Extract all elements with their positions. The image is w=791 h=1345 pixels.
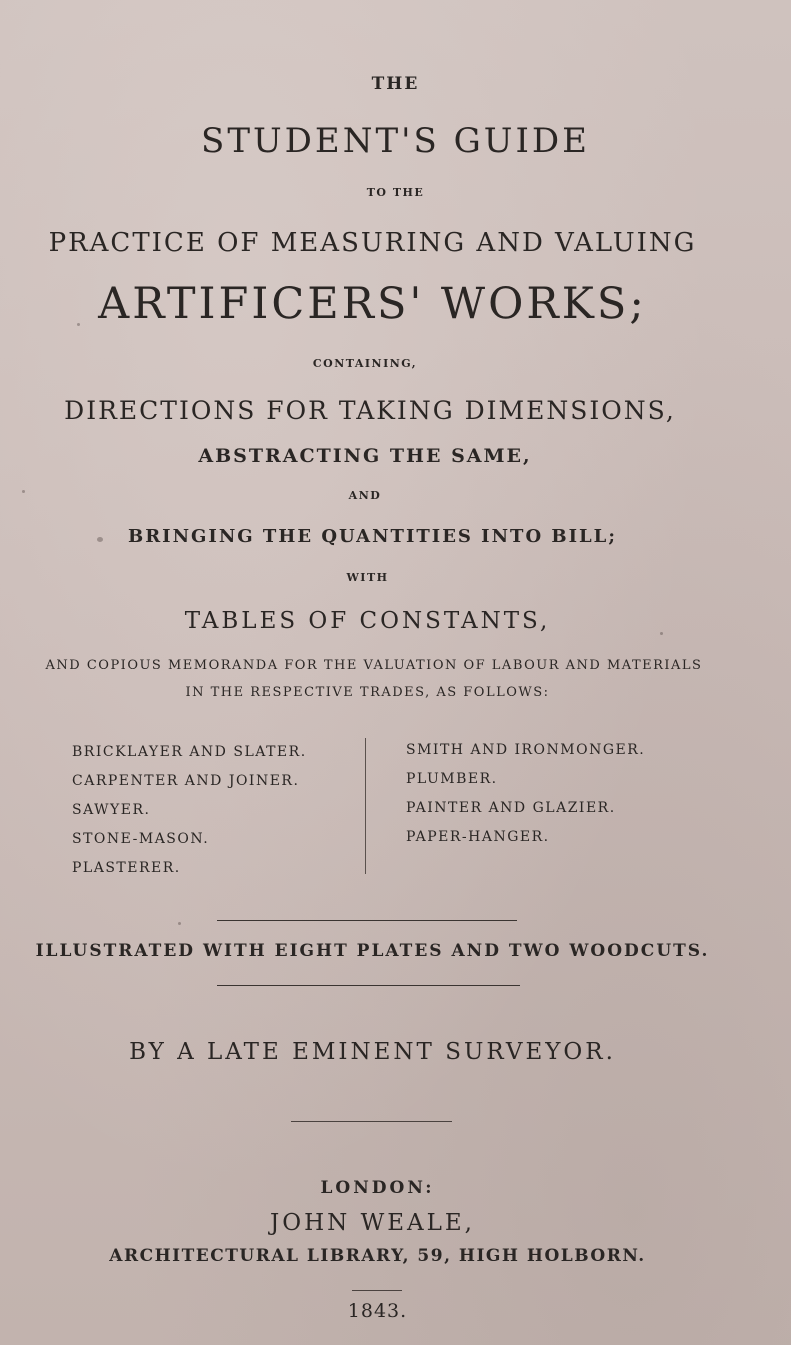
illustration-note: ILLUSTRATED WITH EIGHT PLATES AND TWO WOODCUTS. bbox=[35, 941, 710, 961]
trade-item: SAWYER. bbox=[72, 802, 151, 818]
trade-item: PAPER-HANGER. bbox=[406, 829, 550, 845]
contents-abstracting: ABSTRACTING THE SAME, bbox=[198, 445, 532, 467]
trade-item: PLASTERER. bbox=[72, 860, 181, 876]
imprint-address: ARCHITECTURAL LIBRARY, 59, HIGH HOLBORN. bbox=[109, 1246, 646, 1266]
trade-item: CARPENTER AND JOINER. bbox=[72, 773, 300, 789]
trade-item: STONE-MASON. bbox=[72, 831, 210, 847]
contents-tables: TABLES OF CONSTANTS, bbox=[184, 608, 551, 634]
trade-item: BRICKLAYER AND SLATER. bbox=[72, 744, 307, 760]
title-article: THE bbox=[371, 74, 420, 94]
memoranda-line-1: AND COPIOUS MEMORANDA FOR THE VALUATION OF LABOUR AND MATERIALS bbox=[45, 658, 703, 673]
trade-item: PAINTER AND GLAZIER. bbox=[406, 800, 616, 816]
trade-item: PLUMBER. bbox=[406, 771, 498, 787]
subject-heading: ARTIFICERS' WORKS; bbox=[98, 279, 647, 329]
paper-speck bbox=[178, 922, 181, 925]
horizontal-rule bbox=[217, 985, 520, 986]
paper-speck bbox=[77, 323, 80, 326]
paper-speck bbox=[660, 632, 663, 635]
contents-directions: DIRECTIONS FOR TAKING DIMENSIONS, bbox=[64, 396, 676, 425]
contents-bringing: BRINGING THE QUANTITIES INTO BILL; bbox=[128, 526, 617, 547]
imprint-city: LONDON: bbox=[320, 1178, 435, 1198]
column-divider bbox=[365, 738, 366, 874]
subtitle: PRACTICE OF MEASURING AND VALUING bbox=[48, 228, 697, 258]
short-rule bbox=[352, 1290, 402, 1291]
trades-list-left bbox=[72, 738, 307, 883]
horizontal-rule bbox=[217, 920, 517, 921]
short-rule bbox=[291, 1121, 452, 1122]
imprint-year: 1843. bbox=[347, 1300, 408, 1322]
imprint-publisher: JOHN WEALE, bbox=[270, 1210, 475, 1236]
connector-containing: CONTAINING, bbox=[312, 357, 418, 370]
trade-item: SMITH AND IRONMONGER. bbox=[406, 742, 646, 758]
main-title: STUDENT'S GUIDE bbox=[201, 121, 590, 161]
trades-list-right bbox=[406, 736, 645, 852]
author-line: BY A LATE EMINENT SURVEYOR. bbox=[129, 1039, 616, 1065]
paper-speck bbox=[97, 537, 103, 542]
connector-and: AND bbox=[348, 489, 382, 502]
connector-to-the: TO THE bbox=[366, 186, 425, 199]
connector-with: WITH bbox=[346, 571, 389, 584]
paper-speck bbox=[22, 490, 25, 493]
memoranda-line-2: IN THE RESPECTIVE TRADES, AS FOLLOWS: bbox=[185, 685, 550, 700]
